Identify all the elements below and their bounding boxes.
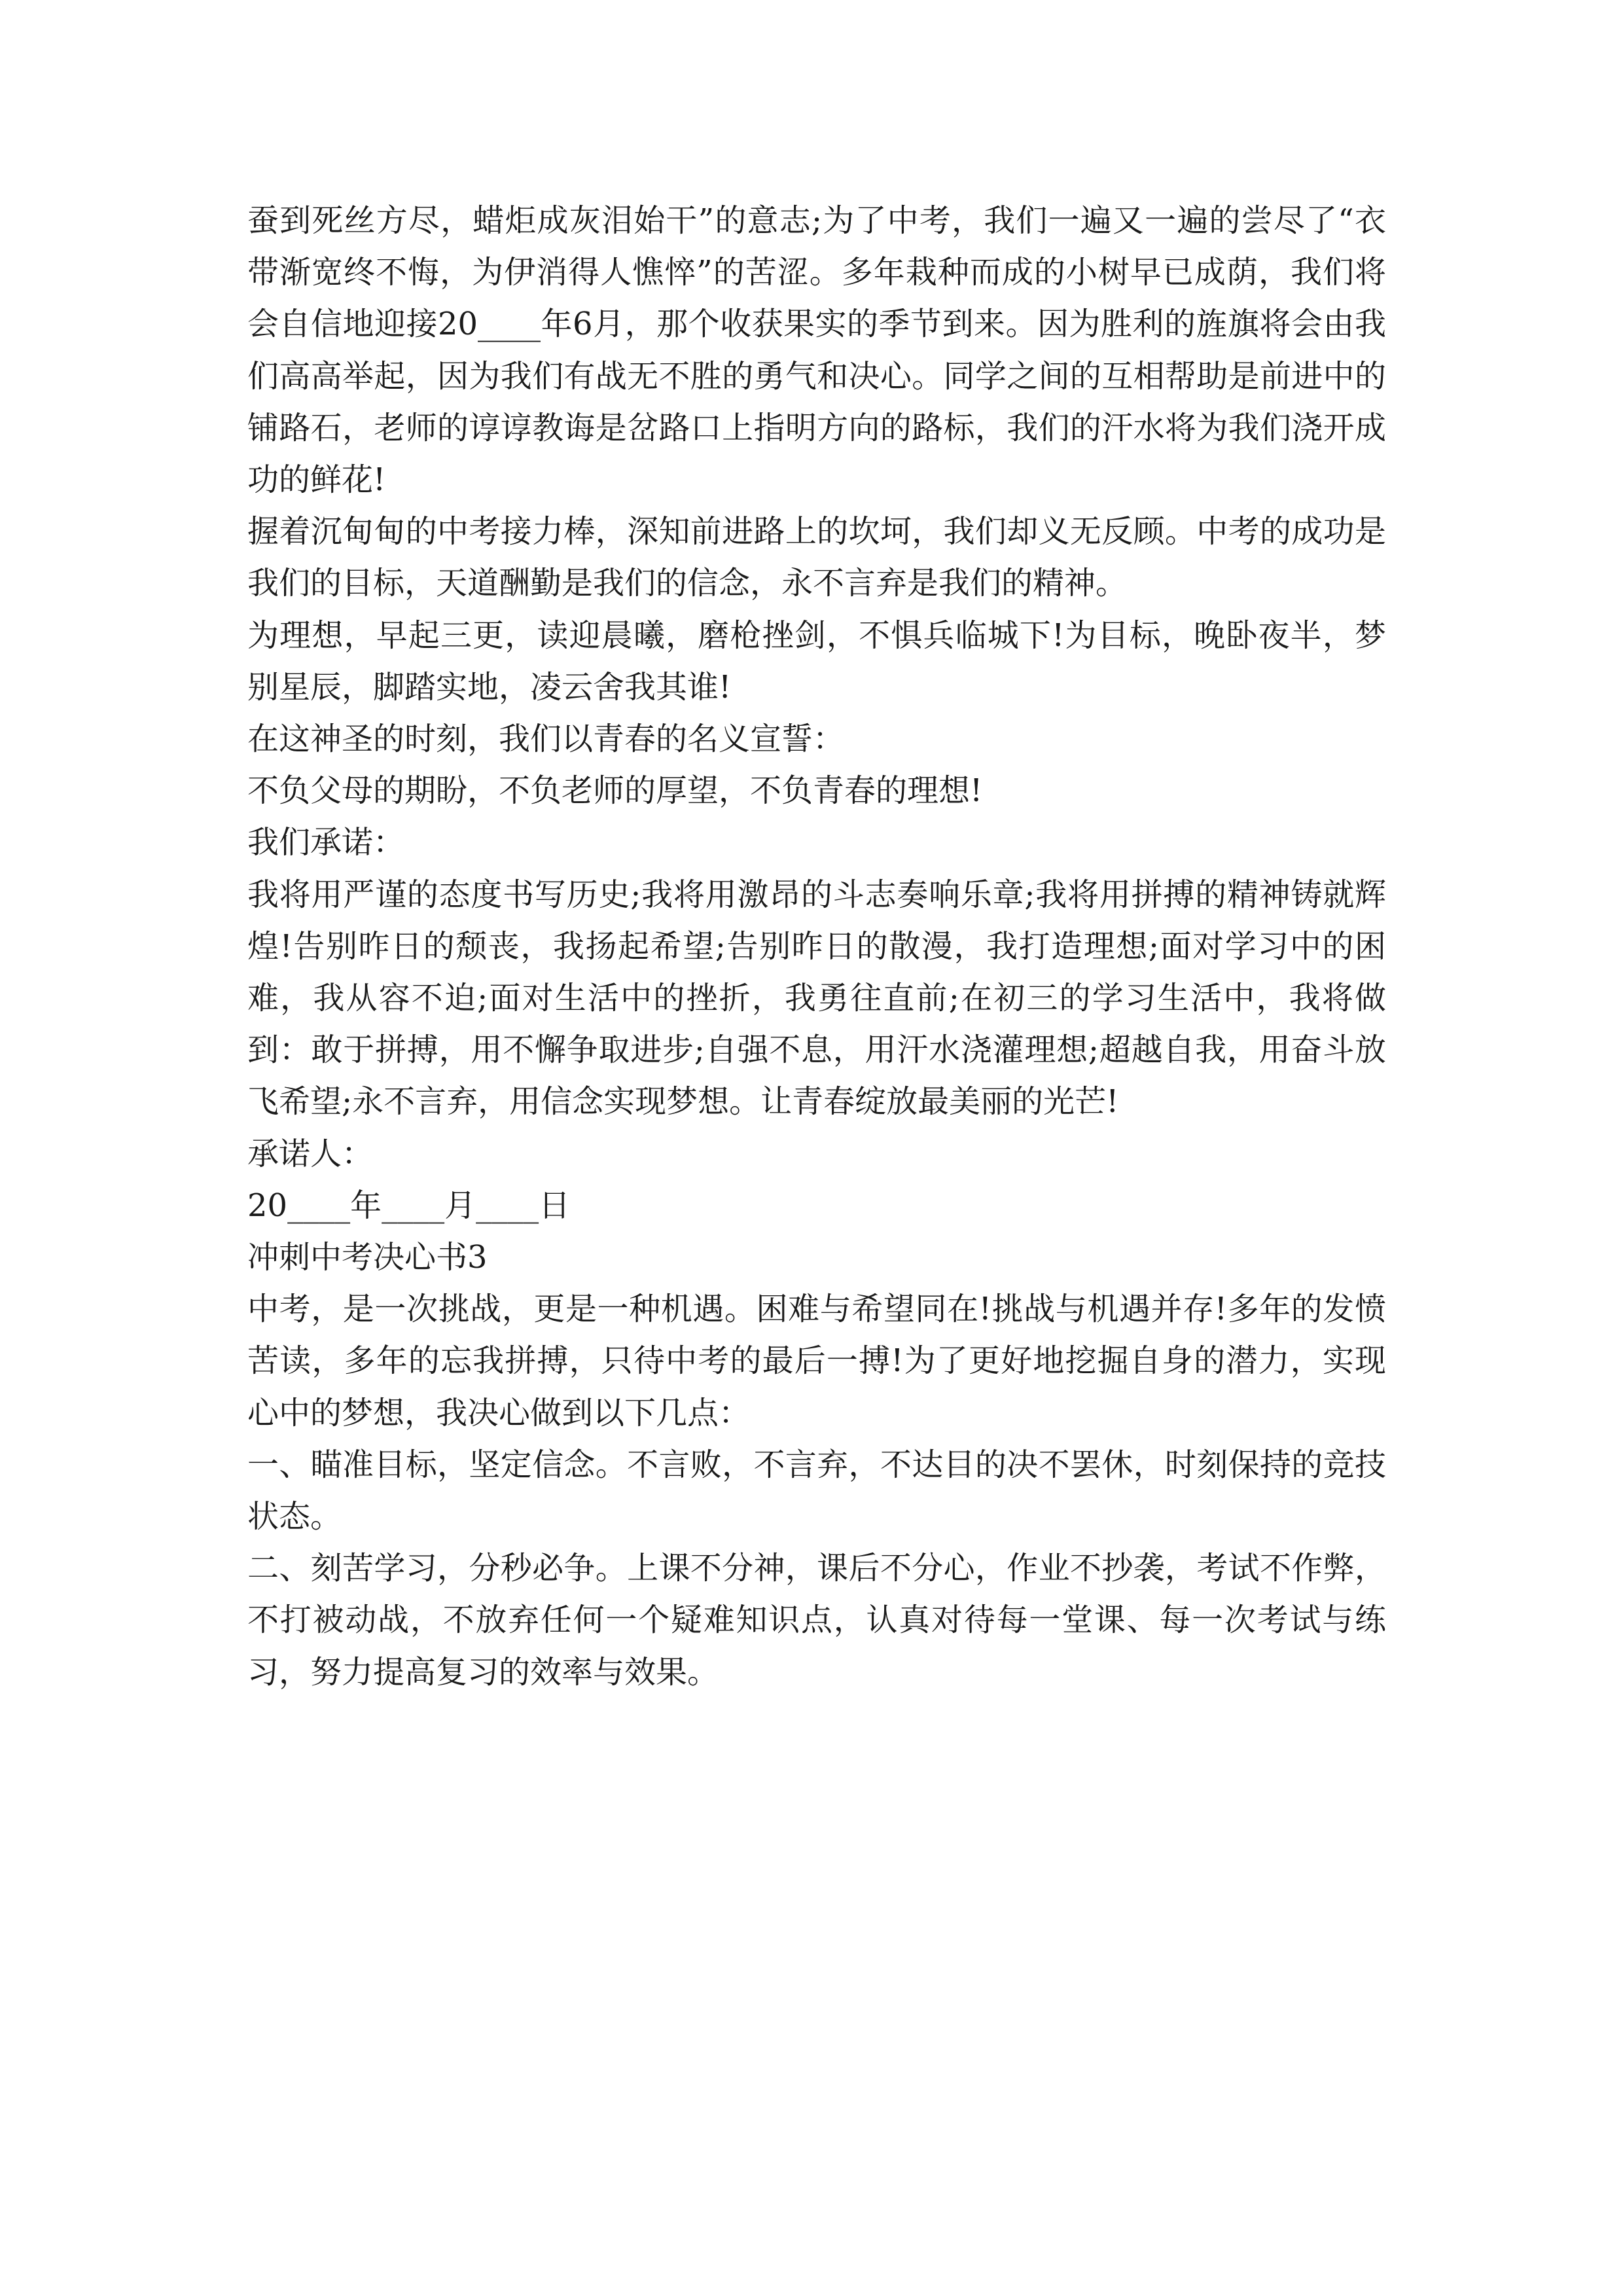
date-line: 20____年____月____日 (247, 1187, 571, 1224)
paragraph-ideals-continued: 蚕到死丝方尽，蜡炬成灰泪始干”的意志;为了中考，我们一遍又一遍的尝尽了“衣带渐宽终不悔，为伊消得人憔悴”的苦涩。多年栽种而成的小树早已成荫，我们将会自信地迎接20____年6月，那个收获果实的季节到来。因为胜利的旌旗将会由我们高高举起，因为我们有战无不胜的勇气和决心。同学之间的互相帮助是前进中的铺路石，老师的谆谆教诲是岔路口上指明方向的路标，我们的汗水将为我们浇开成功的鲜花! (247, 202, 1386, 499)
paragraph-promise-body: 我将用严谨的态度书写历史;我将用激昂的斗志奏响乐章;我将用拼搏的精神铸就辉煌!告别昨日的颓丧，我扬起希望;告别昨日的散漫，我打造理想;面对学习中的困难，我从容不迫;面对生活中的挫折，我勇往直前;在初三的学习生活中，我将做到：敢于拼搏，用不懈争取进步;自强不息，用汗水浇灌理想;超越自我，用奋斗放飞希望;永不言弃，用信念实现梦想。让青春绽放最美丽的光芒! (247, 876, 1386, 1121)
paragraph-challenge: 中考，是一次挑战，更是一种机遇。困难与希望同在!挑战与机遇并存!多年的发愤苦读，多年的忘我拼搏，只待中考的最后一搏!为了更好地挖掘自身的潜力，实现心中的梦想，我决心做到以下几点： (247, 1291, 1386, 1431)
paragraph-point-two: 二、刻苦学习，分秒必争。上课不分神，课后不分心，作业不抄袭，考试不作弊，不打被动战，不放弃任何一个疑难知识点，认真对待每一堂课、每一次考试与练习，努力提高复习的效率与效果。 (247, 1550, 1386, 1691)
paragraph-oath-intro: 在这神圣的时刻，我们以青春的名义宣誓： (247, 721, 845, 758)
paragraph-relay-baton: 握着沉甸甸的中考接力棒，深知前进路上的坎坷，我们却义无反顾。中考的成功是我们的目标，天道酬勤是我们的信念，永不言弃是我们的精神。 (247, 513, 1386, 602)
paragraph-for-ideals: 为理想，早起三更，读迎晨曦，磨枪挫剑，不惧兵临城下!为目标，晚卧夜半，梦别星辰，脚踏实地，凌云舍我其谁! (247, 617, 1386, 706)
section-title: 冲刺中考决心书3 (247, 1239, 488, 1276)
paragraph-we-promise: 我们承诺： (247, 824, 405, 861)
paragraph-point-one: 一、瞄准目标，坚定信念。不言败，不言弃，不达目的决不罢休，时刻保持的竞技状态。 (247, 1446, 1386, 1535)
signature-label: 承诺人： (247, 1135, 374, 1172)
paragraph-oath: 不负父母的期盼，不负老师的厚望，不负青春的理想! (247, 772, 983, 810)
document-body (247, 195, 1386, 1698)
